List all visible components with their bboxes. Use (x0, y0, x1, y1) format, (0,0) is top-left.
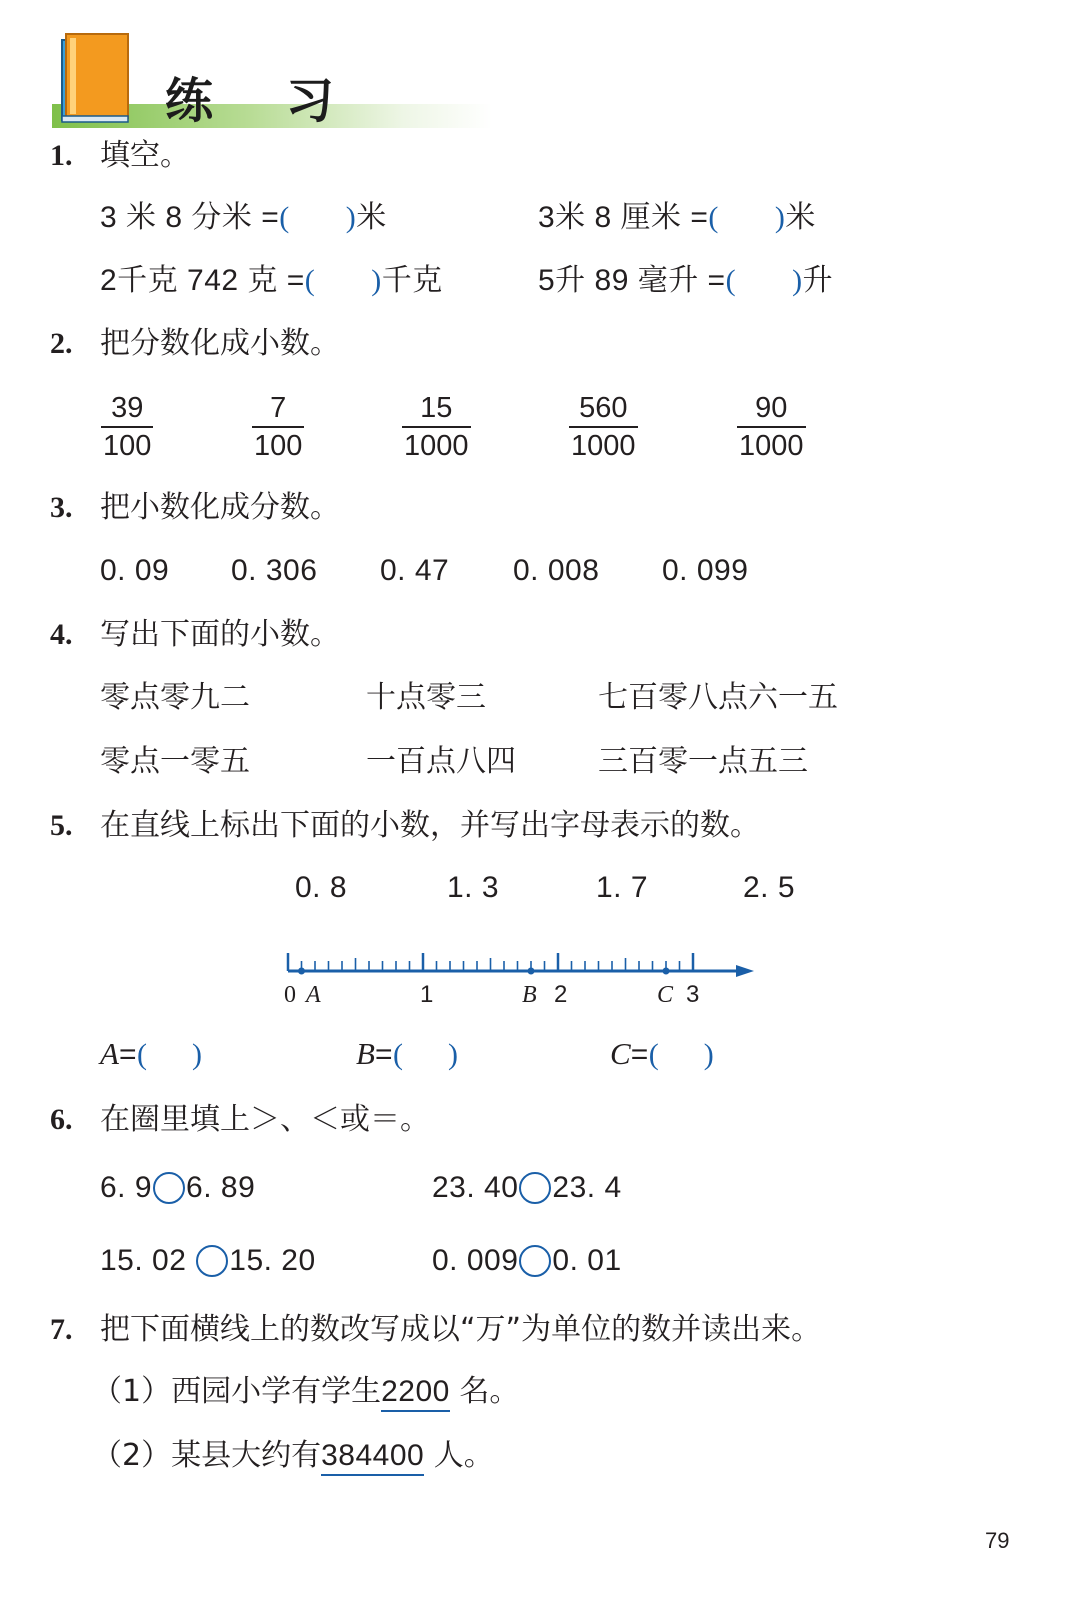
fraction-4: 560 1000 (571, 392, 636, 462)
number-line-point-A (298, 968, 305, 975)
q7-item-2: （2）某县大约有384400 人。 (92, 1438, 494, 1474)
number-line (270, 940, 770, 1015)
q7-item-1: （1）西园小学有学生2200 名。 (92, 1374, 519, 1410)
q2-prompt: 把分数化成小数。 (100, 326, 340, 361)
compare-circle[interactable] (153, 1172, 185, 1204)
q4-prompt: 写出下面的小数。 (100, 617, 340, 652)
q1-item-1: 3 米 8 分米 =( )米 (100, 201, 387, 234)
fraction-2: 7 100 (254, 392, 303, 462)
q1-item-4: 5升 89 毫升 =( )升 (538, 264, 834, 297)
number-line-ticks (288, 953, 693, 971)
compare-3: 15. 02 15. 20 (100, 1244, 316, 1277)
q7-number: 7. (50, 1313, 73, 1346)
q3-number: 3. (50, 491, 73, 524)
decimal-2: 0. 306 (231, 554, 318, 587)
axis-label-1: 1 (420, 981, 434, 1008)
axis-label-B: B (522, 982, 537, 1008)
value-4: 2. 5 (743, 871, 796, 904)
q5-prompt: 在直线上标出下面的小数，并写出字母表示的数。 (100, 808, 760, 843)
decimal-5: 0. 099 (662, 554, 749, 587)
q1-item-3: 2千克 742 克 =( )千克 (100, 264, 443, 297)
q1-item-2: 3米 8 厘米 =( )米 (538, 201, 816, 234)
chinese-number-2: 十点零三 (366, 680, 486, 715)
value-1: 0. 8 (295, 871, 348, 904)
compare-circle[interactable] (519, 1172, 551, 1204)
chinese-number-6: 三百零一点五三 (598, 744, 808, 779)
number-line-arrow (736, 965, 754, 977)
decimal-3: 0. 47 (380, 554, 450, 587)
q1-prompt: 填空。 (100, 138, 190, 173)
q3-prompt: 把小数化成分数。 (100, 490, 340, 525)
chinese-number-5: 一百点八四 (366, 744, 516, 779)
axis-label-C: C (657, 982, 674, 1008)
axis-label-A: A (306, 982, 321, 1008)
book-icon (58, 30, 136, 126)
fraction-5: 90 1000 (739, 392, 804, 462)
answer-C: C=( ) (610, 1036, 714, 1071)
compare-circle[interactable] (196, 1245, 228, 1277)
value-3: 1. 7 (596, 871, 649, 904)
chinese-number-1: 零点零九二 (100, 680, 250, 715)
chinese-number-4: 零点一零五 (100, 744, 250, 779)
decimal-4: 0. 008 (513, 554, 600, 587)
number-line-point-B (528, 968, 535, 975)
q2-number: 2. (50, 327, 73, 360)
decimal-1: 0. 09 (100, 554, 170, 587)
axis-label-0: 0 (284, 982, 296, 1008)
chinese-number-3: 七百零八点六一五 (598, 680, 838, 715)
axis-label-2: 2 (554, 981, 568, 1008)
q5-number: 5. (50, 809, 73, 842)
value-2: 1. 3 (447, 871, 500, 904)
page-number: 79 (985, 1528, 1010, 1553)
compare-4: 0. 009 0. 01 (432, 1244, 622, 1277)
q6-number: 6. (50, 1103, 73, 1136)
number-line-point-C (663, 968, 670, 975)
answer-A: A=( ) (100, 1036, 202, 1071)
fraction-3: 15 1000 (404, 392, 469, 462)
compare-1: 6. 9 6. 89 (100, 1171, 256, 1204)
axis-label-3: 3 (686, 981, 700, 1008)
q6-prompt: 在圈里填上＞、＜或＝。 (100, 1102, 430, 1137)
fraction-1: 39 100 (103, 392, 152, 462)
section-title: 练 习 (165, 73, 362, 129)
compare-circle[interactable] (519, 1245, 551, 1277)
q1-number: 1. (50, 139, 73, 172)
compare-2: 23. 40 23. 4 (432, 1171, 622, 1204)
answer-B: B=( ) (356, 1036, 458, 1071)
q7-prompt: 把下面横线上的数改写成以“万”为单位的数并读出来。 (100, 1312, 822, 1347)
q4-number: 4. (50, 618, 73, 651)
